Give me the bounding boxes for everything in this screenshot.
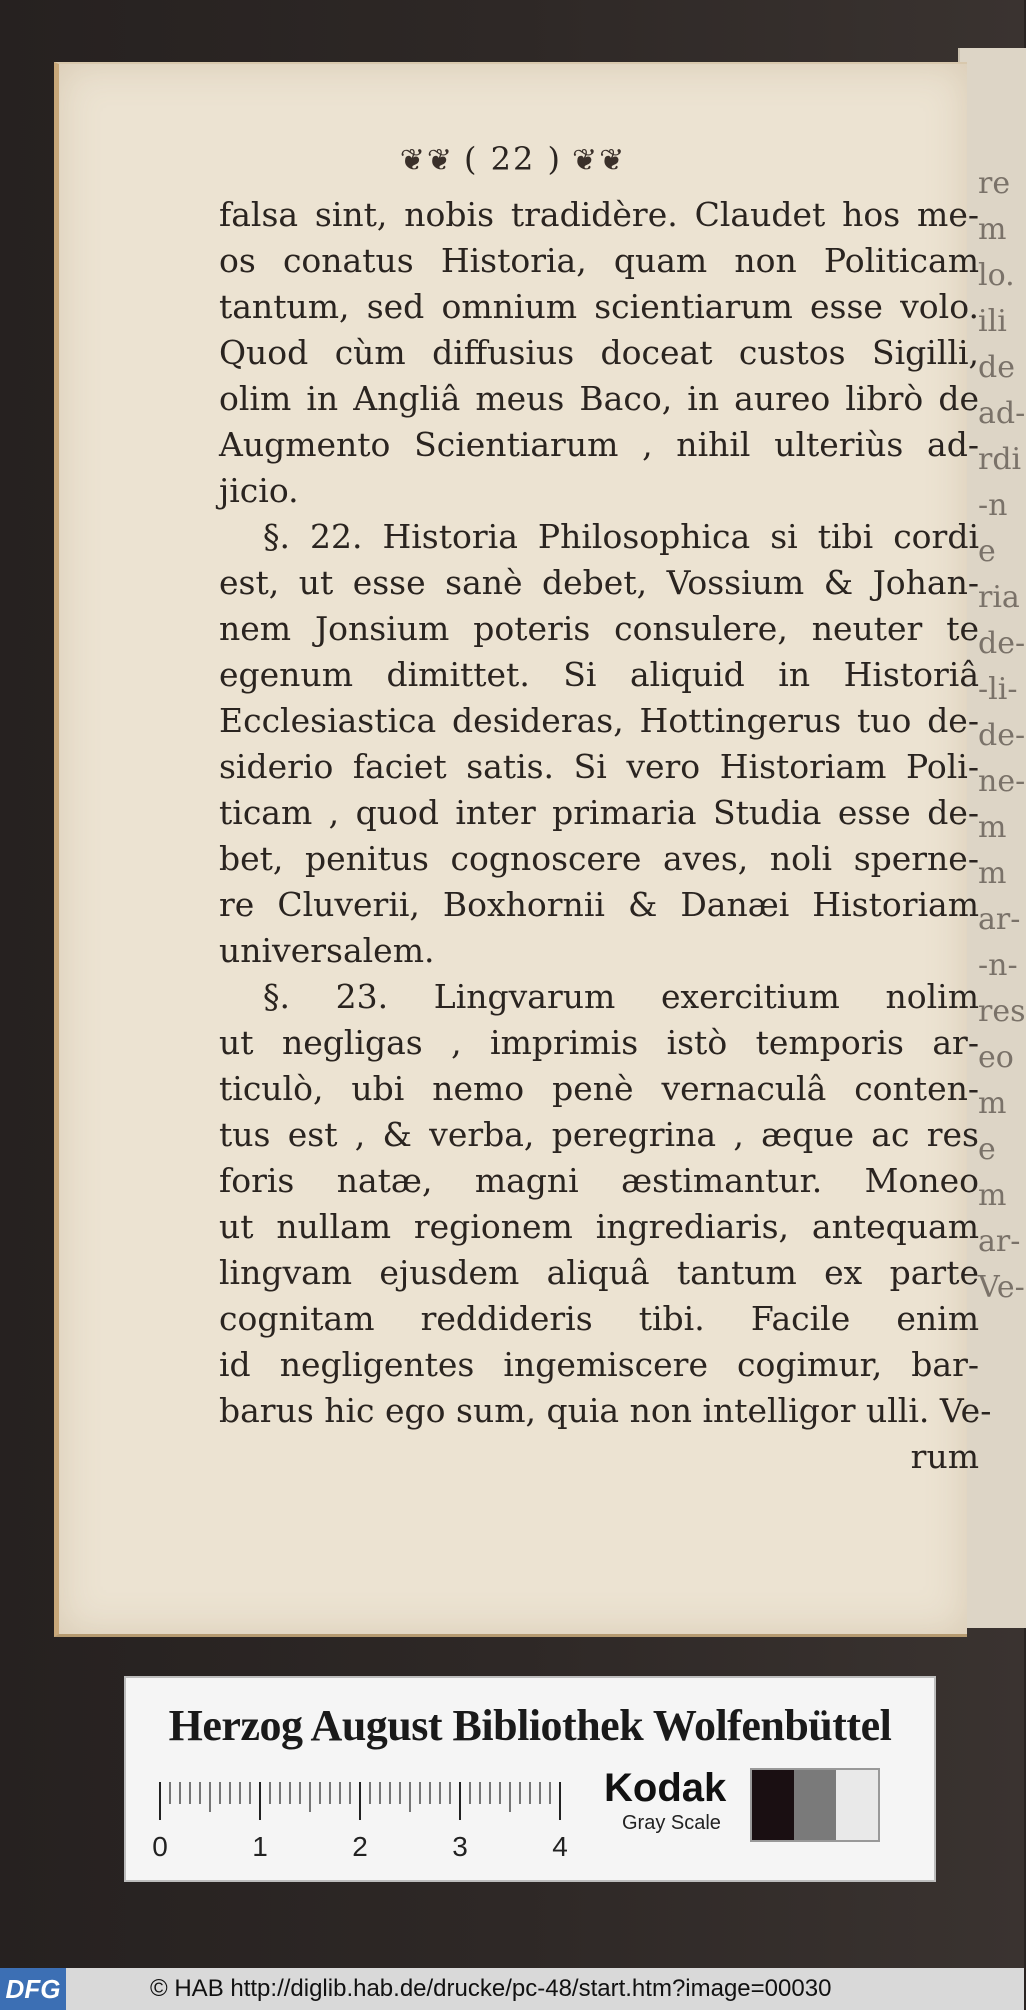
footer-bar [0,1968,1024,2010]
book-page [54,62,992,1637]
text-line: ut nullam regionem ingrediaris, antequam [219,1207,979,1246]
text-line: lingvam ejusdem aliquâ tantum ex parte [219,1253,979,1292]
facing-page-fragment: ar- [978,902,1021,937]
gray-scale-patches [750,1768,880,1842]
text-line: siderio faciet satis. Si vero Historiam Poli- [219,747,979,786]
facing-page-fragment: ad- [978,396,1026,431]
facing-page-fragment: m [978,212,1007,247]
facing-page-fragment: -n [978,488,1008,523]
text-line: Augmento Scientiarum , nihil ulteriùs ad- [219,425,979,464]
facing-page-fragment: de- [978,626,1026,661]
text-line: egenum dimittet. Si aliquid in Historiâ [219,655,979,694]
facing-page-fragment: de- [978,718,1026,753]
text-line: ticulò, ubi nemo penè vernaculâ conten- [219,1069,979,1108]
text-line: cognitam reddideris tibi. Facile enim [219,1299,979,1338]
kodak-logo: Kodak [604,1766,727,1810]
text-line: rum [910,1437,979,1476]
facing-page-fragment: Ve- [978,1270,1025,1305]
text-line: tus est , & verba, peregrina , æque ac res [219,1115,979,1154]
text-line: nem Jonsium poteris consulere, neuter te [219,609,979,648]
left-ornament-icon: ❦❦ [399,143,454,178]
gray-patch [794,1770,836,1840]
facing-page-fragment: m [978,856,1007,891]
text-line: jicio. [219,471,299,510]
right-ornament-icon: ❦❦ [572,143,627,178]
text-line: bet, penitus cognoscere aves, noli sperne- [219,839,979,878]
facing-page-fragment: res [978,994,1026,1029]
facing-page-fragment: eo [978,1040,1014,1075]
facing-page-fragment: m [978,810,1007,845]
footer-copyright-link[interactable]: © HAB http://diglib.hab.de/drucke/pc-48/start.htm?image=00030 [150,1975,832,2002]
facing-page-fragment: -li- [978,672,1018,707]
gray-patch [752,1770,794,1840]
ruler-label: 4 [552,1831,568,1862]
text-line: Ecclesiastica desideras, Hottingerus tuo de- [219,701,979,740]
text-line: tantum, sed omnium scientiarum esse volo. [219,287,979,326]
library-color-card [124,1676,936,1882]
facing-page-fragment: de [978,350,1015,385]
text-line: re Cluverii, Boxhornii & Danæi Historiam [219,885,979,924]
facing-page-fragment: ria [978,580,1020,615]
facing-page-fragment: ar- [978,1224,1021,1259]
text-line: est, ut esse sanè debet, Vossium & Johan- [219,563,979,602]
facing-page-fragment: e [978,1132,996,1167]
text-line: olim in Angliâ meus Baco, in aureo librò de [219,379,979,418]
facing-page-fragment: lo. [978,258,1015,293]
facing-page-fragment: -n- [978,948,1018,983]
page-header [59,140,967,178]
body-text [219,192,992,1480]
text-line: §. 23. Lingvarum exercitium nolim [263,977,979,1016]
ruler-label: 0 [152,1831,168,1862]
ruler-label: 1 [252,1831,268,1862]
text-line: foris natæ, magni æstimantur. Moneo [219,1161,979,1200]
kodak-subtitle: Gray Scale [622,1812,721,1834]
facing-page-fragment: ili [978,304,1007,339]
text-line: barus hic ego sum, quia non intelligor ulli. Ve- [219,1391,992,1430]
text-line: universalem. [219,931,435,970]
text-line: ut negligas , imprimis istò temporis ar- [219,1023,979,1062]
ruler-label: 3 [452,1831,468,1862]
library-name: Herzog August Bibliothek Wolfenbüttel [168,1701,892,1750]
text-line: ticam , quod inter primaria Studia esse de- [219,793,979,832]
facing-page-fragment: e [978,534,996,569]
text-line: §. 22. Historia Philosophica si tibi cordi [263,517,979,556]
measurement-ruler [152,1774,586,1874]
text-line: id negligentes ingemiscere cogimur, bar- [219,1345,979,1384]
text-line: os conatus Historia, quam non Politicam [219,241,979,280]
facing-page-fragment: re [978,166,1011,201]
text-line: falsa sint, nobis tradidère. Claudet hos me- [219,195,979,234]
facing-page-fragment: rdi [978,442,1022,477]
ruler-label: 2 [352,1831,368,1862]
text-line: Quod cùm diffusius doceat custos Sigilli, [219,333,979,372]
facing-page-fragment: m [978,1086,1007,1121]
gray-patch [836,1770,878,1840]
dfg-logo: DFG [0,1968,66,2010]
facing-page-fragment: ne- [978,764,1026,799]
page-number: ( 22 ) [463,140,563,178]
facing-page-fragment: m [978,1178,1007,1213]
